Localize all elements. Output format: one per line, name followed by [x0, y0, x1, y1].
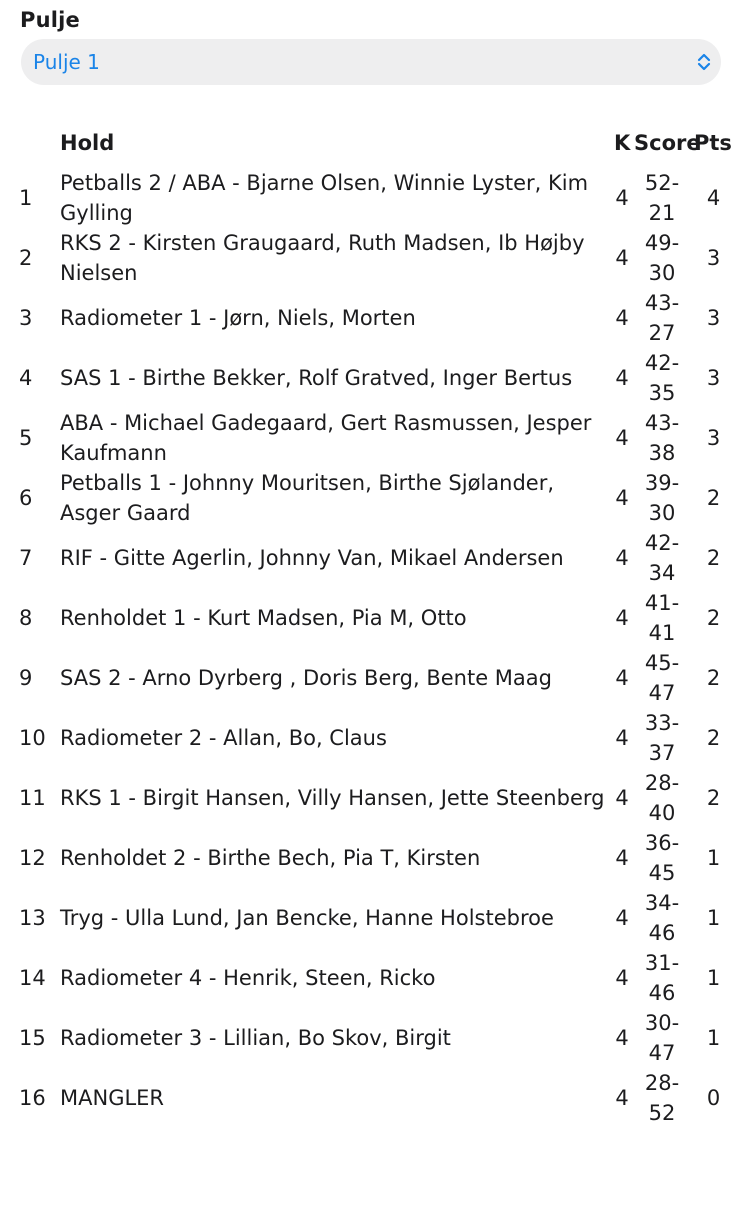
rank-cell: 10 — [19, 726, 46, 750]
score-cell: 36-45 — [644, 831, 680, 885]
table-row — [13, 288, 735, 348]
table-row — [13, 228, 735, 288]
rank-cell: 13 — [19, 906, 46, 930]
table-row — [13, 408, 735, 468]
rank-cell: 14 — [19, 966, 46, 990]
points-cell: 1 — [706, 966, 721, 990]
games-cell: 4 — [615, 546, 629, 570]
score-cell: 28-52 — [644, 1071, 680, 1125]
games-cell: 4 — [615, 726, 629, 750]
table-header-row — [13, 118, 735, 168]
points-cell: 3 — [706, 366, 721, 390]
rank-cell: 7 — [19, 546, 33, 570]
games-cell: 4 — [615, 666, 629, 690]
games-cell: 4 — [615, 306, 629, 330]
team-cell: Radiometer 1 - Jørn, Niels, Morten — [60, 306, 416, 330]
games-cell: 4 — [615, 486, 629, 510]
header-rank — [13, 118, 58, 168]
rank-cell: 11 — [19, 786, 46, 810]
points-cell: 2 — [706, 546, 721, 570]
points-cell: 2 — [706, 486, 721, 510]
pool-label: Pulje — [20, 8, 80, 32]
points-cell: 3 — [706, 306, 721, 330]
table-row — [13, 528, 735, 588]
team-cell: RKS 2 - Kirsten Graugaard, Ruth Madsen, Ib Højby Nielsen — [60, 231, 585, 285]
header-k: K — [614, 131, 631, 155]
table-row — [13, 948, 735, 1008]
pool-select[interactable] — [21, 39, 721, 85]
team-cell: Petballs 1 - Johnny Mouritsen, Birthe Sjølander, Asger Gaard — [60, 471, 555, 525]
table-row — [13, 348, 735, 408]
points-cell: 2 — [706, 606, 721, 630]
table-row — [13, 1008, 735, 1068]
rank-cell: 12 — [19, 846, 46, 870]
points-cell: 2 — [706, 786, 721, 810]
header-score: Score — [634, 131, 701, 155]
table-row — [13, 588, 735, 648]
score-cell: 43-27 — [644, 291, 680, 345]
chevron-up-down-icon — [697, 51, 711, 73]
table-row — [13, 768, 735, 828]
score-cell: 42-35 — [644, 351, 680, 405]
table-row — [13, 828, 735, 888]
team-cell: MANGLER — [60, 1086, 165, 1110]
points-cell: 3 — [706, 246, 721, 270]
score-cell: 45-47 — [644, 651, 680, 705]
pool-select-value: Pulje 1 — [33, 50, 100, 74]
team-cell: Radiometer 3 - Lillian, Bo Skov, Birgit — [60, 1026, 451, 1050]
games-cell: 4 — [615, 426, 629, 450]
points-cell: 1 — [706, 906, 721, 930]
rank-cell: 16 — [19, 1086, 46, 1110]
games-cell: 4 — [615, 966, 629, 990]
table-row — [13, 648, 735, 708]
table-row — [13, 708, 735, 768]
rank-cell: 6 — [19, 486, 33, 510]
score-cell: 41-41 — [644, 591, 680, 645]
games-cell: 4 — [615, 846, 629, 870]
rank-cell: 15 — [19, 1026, 46, 1050]
score-cell: 31-46 — [644, 951, 680, 1005]
score-cell: 34-46 — [644, 891, 680, 945]
team-cell: Renholdet 1 - Kurt Madsen, Pia M, Otto — [60, 606, 467, 630]
score-cell: 49-30 — [644, 231, 680, 285]
table-row — [13, 888, 735, 948]
games-cell: 4 — [615, 1086, 629, 1110]
rank-cell: 1 — [19, 186, 33, 210]
header-team: Hold — [60, 131, 115, 155]
games-cell: 4 — [615, 246, 629, 270]
points-cell: 1 — [706, 846, 721, 870]
team-cell: ABA - Michael Gadegaard, Gert Rasmussen, Jesper Kaufmann — [60, 411, 592, 465]
team-cell: Renholdet 2 - Birthe Bech, Pia T, Kirsten — [60, 846, 481, 870]
points-cell: 4 — [706, 186, 721, 210]
games-cell: 4 — [615, 906, 629, 930]
rank-cell: 3 — [19, 306, 33, 330]
team-cell: Radiometer 4 - Henrik, Steen, Ricko — [60, 966, 436, 990]
table-row — [13, 1068, 735, 1128]
games-cell: 4 — [615, 186, 629, 210]
score-cell: 52-21 — [644, 171, 680, 225]
table-row — [13, 168, 735, 228]
rank-cell: 4 — [19, 366, 33, 390]
points-cell: 2 — [706, 726, 721, 750]
points-cell: 1 — [706, 1026, 721, 1050]
table-row — [13, 468, 735, 528]
score-cell: 30-47 — [644, 1011, 680, 1065]
rank-cell: 8 — [19, 606, 33, 630]
team-cell: SAS 2 - Arno Dyrberg , Doris Berg, Bente Maag — [60, 666, 552, 690]
rank-cell: 5 — [19, 426, 33, 450]
games-cell: 4 — [615, 786, 629, 810]
header-pts: Pts — [694, 131, 732, 155]
team-cell: Tryg - Ulla Lund, Jan Bencke, Hanne Holstebroe — [60, 906, 554, 930]
points-cell: 0 — [706, 1086, 721, 1110]
team-cell: SAS 1 - Birthe Bekker, Rolf Gratved, Inger Bertus — [60, 366, 573, 390]
standings-table — [13, 118, 735, 1128]
score-cell: 28-40 — [644, 771, 680, 825]
rank-cell: 2 — [19, 246, 33, 270]
team-cell: Radiometer 2 - Allan, Bo, Claus — [60, 726, 387, 750]
score-cell: 42-34 — [644, 531, 680, 585]
score-cell: 33-37 — [644, 711, 680, 765]
score-cell: 39-30 — [644, 471, 680, 525]
team-cell: Petballs 2 / ABA - Bjarne Olsen, Winnie Lyster, Kim Gylling — [60, 171, 589, 225]
points-cell: 2 — [706, 666, 721, 690]
team-cell: RIF - Gitte Agerlin, Johnny Van, Mikael Andersen — [60, 546, 564, 570]
points-cell: 3 — [706, 426, 721, 450]
games-cell: 4 — [615, 1026, 629, 1050]
games-cell: 4 — [615, 606, 629, 630]
team-cell: RKS 1 - Birgit Hansen, Villy Hansen, Jette Steenberg — [60, 786, 605, 810]
games-cell: 4 — [615, 366, 629, 390]
rank-cell: 9 — [19, 666, 33, 690]
score-cell: 43-38 — [644, 411, 680, 465]
